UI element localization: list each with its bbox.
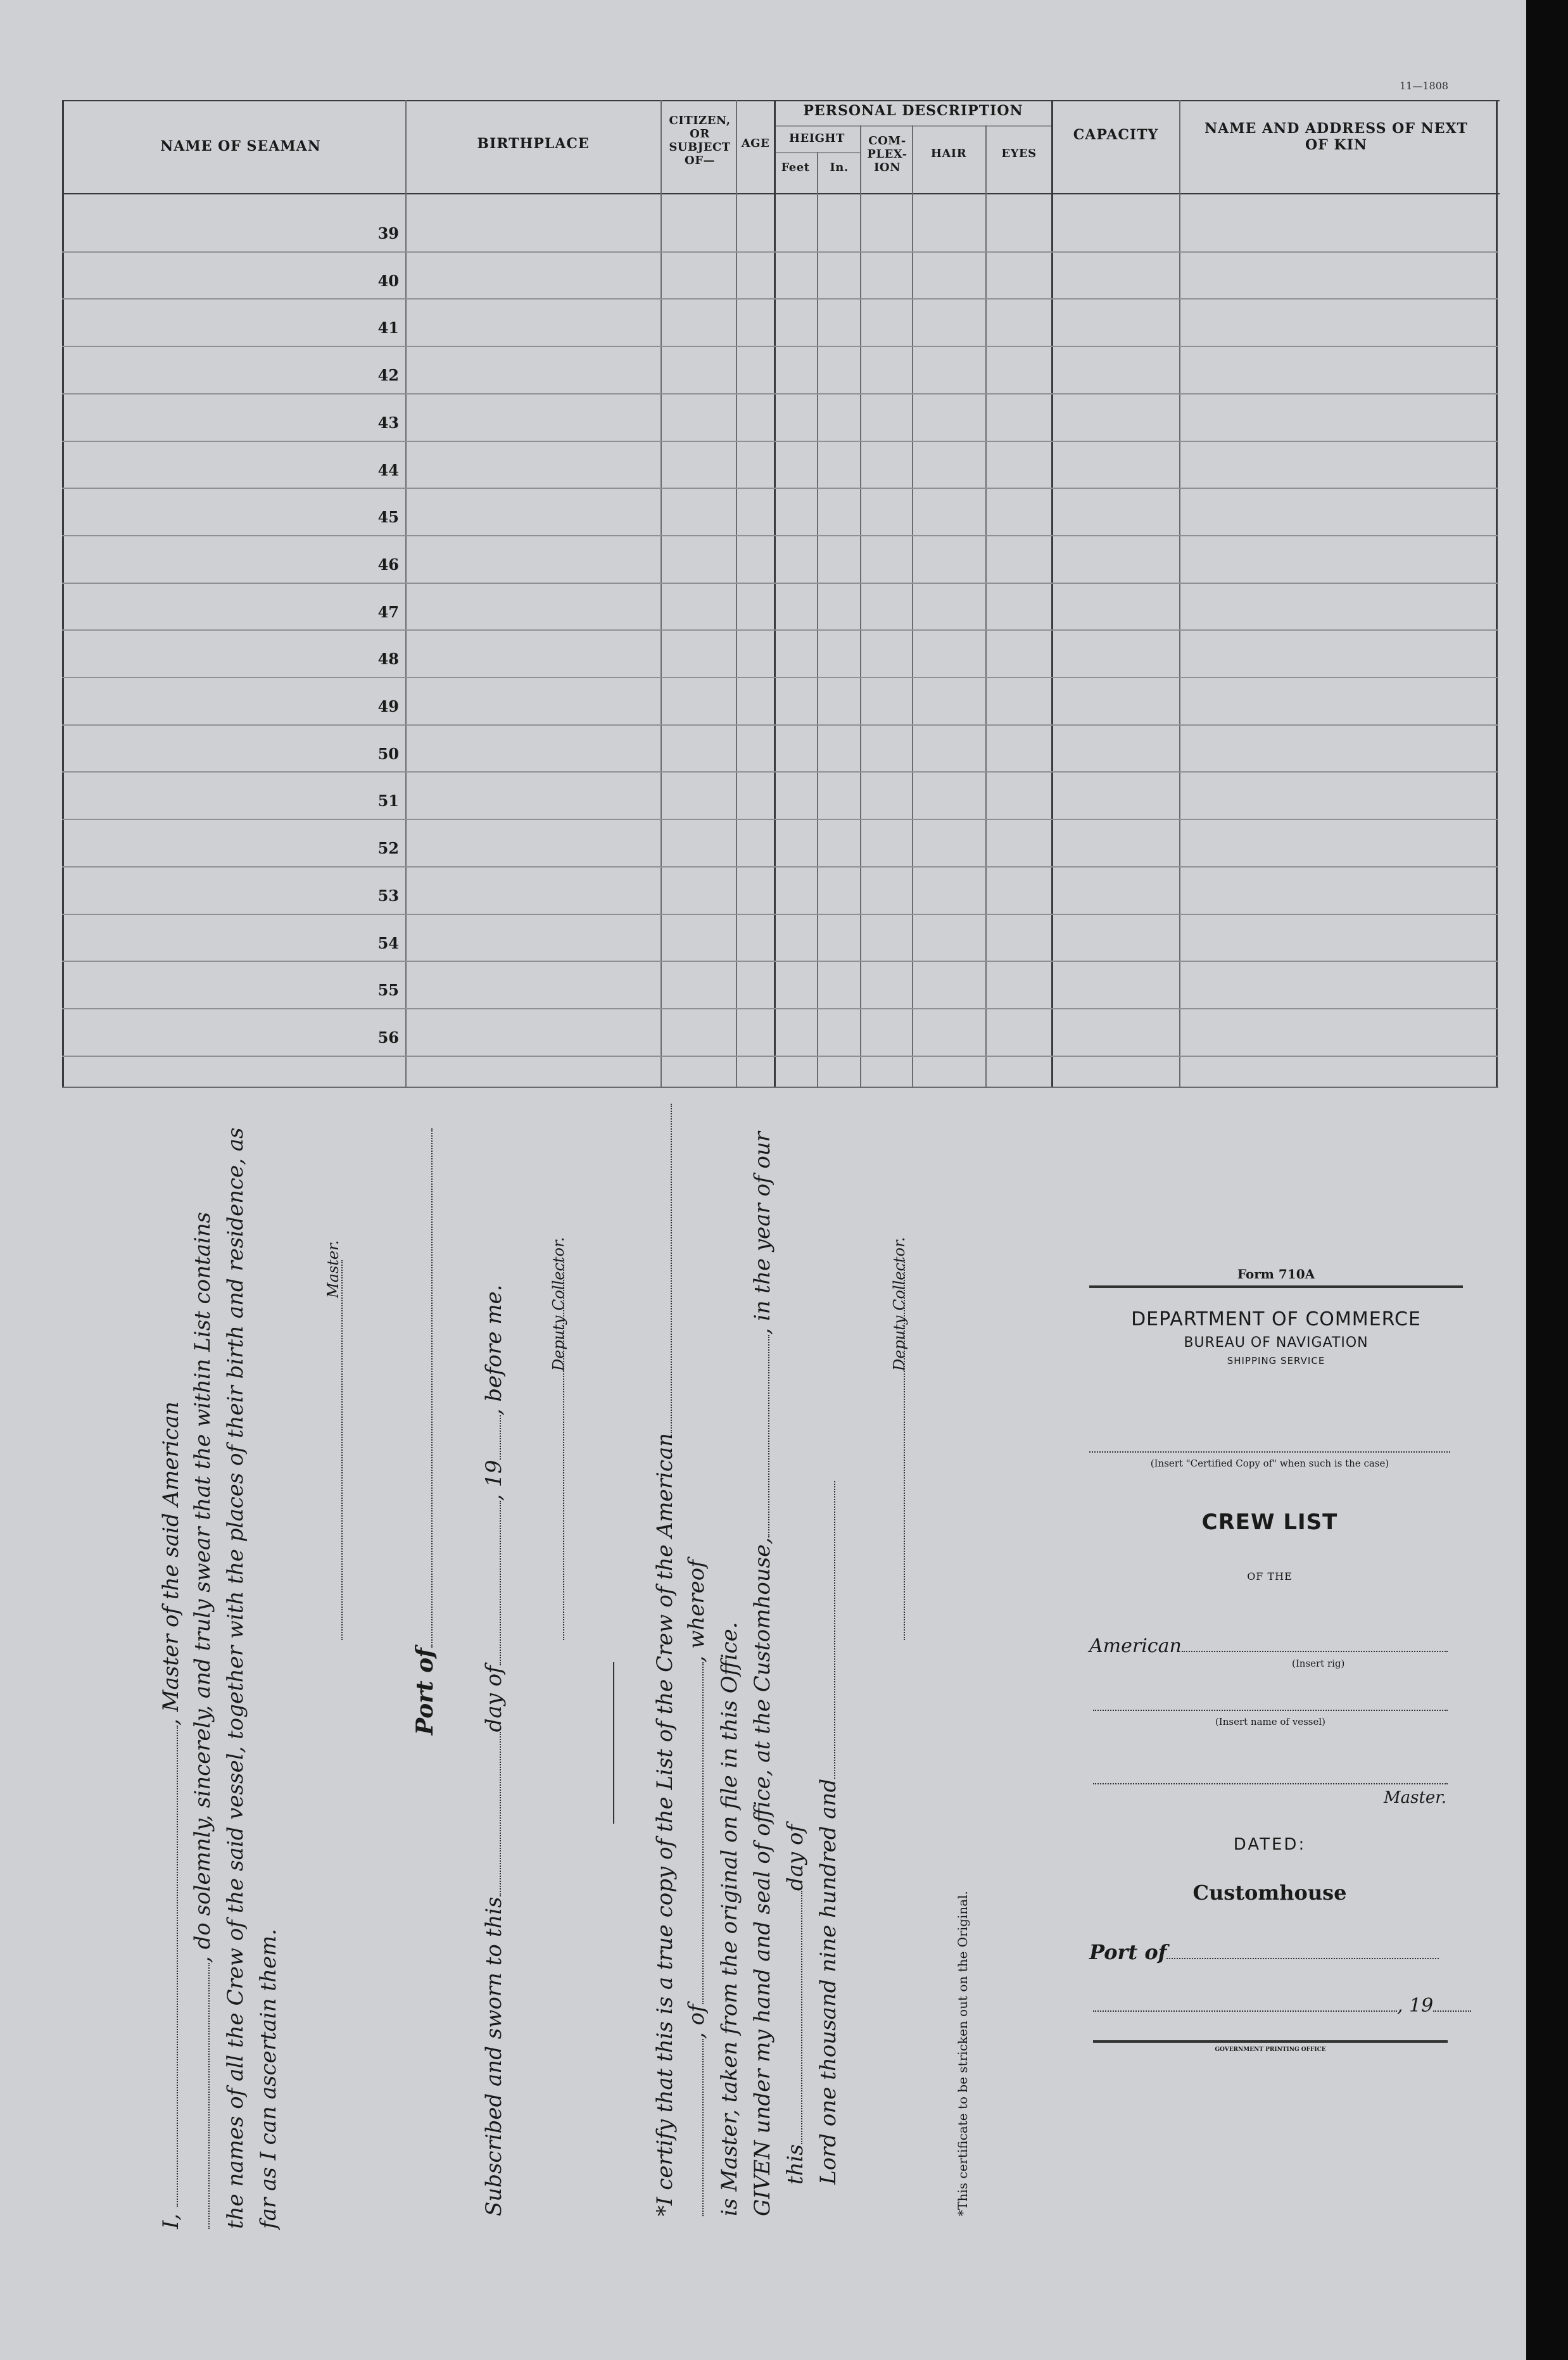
cover-insert-name: (Insert name of vessel) — [1215, 1716, 1326, 1727]
row-number: 40 — [377, 272, 399, 290]
table-row — [62, 441, 1498, 442]
cover-certified-note: (Insert "Certified Copy of" when such is the case) — [1150, 1458, 1389, 1469]
oath-line-4: far as I can ascertain them. — [256, 1928, 281, 2229]
table-row — [62, 677, 1498, 678]
cover-certified-line — [1089, 1451, 1450, 1454]
cover-insert-rig: (Insert rig) — [1292, 1658, 1345, 1669]
oath-master-label: Master. — [324, 1240, 342, 1298]
table-row — [62, 724, 1498, 726]
oath-master-signature — [323, 1260, 348, 1640]
table-row — [62, 535, 1498, 536]
col-rule-inches — [860, 125, 861, 1087]
section-divider — [613, 1662, 614, 1824]
header-birthplace: BIRTHPLACE — [477, 136, 590, 152]
row-number: 55 — [377, 981, 399, 999]
row-number: 44 — [377, 461, 399, 479]
header-personal-description: PERSONAL DESCRIPTION — [803, 103, 1023, 119]
header-name-of-seaman: NAME OF SEAMAN — [160, 138, 321, 155]
cover-master-line — [1093, 1783, 1448, 1786]
row-number: 49 — [377, 697, 399, 716]
cover-vessel-line — [1093, 1710, 1448, 1712]
certificate-line-1: *I certify that this is a true copy of the List of the Crew of the American — [652, 1104, 678, 2216]
cover-department: DEPARTMENT OF COMMERCE — [1131, 1308, 1421, 1330]
oath-master-of-american: , Master of the said American — [158, 1401, 184, 1726]
certificate-line-5: thisday of — [783, 1824, 808, 2185]
oath-port-of: Port of — [412, 1128, 438, 1735]
certificate-deputy-collector: Deputy Collector. — [890, 1237, 908, 1371]
oath-subscribed-line: Subscribed and sworn to thisday of, 19, before me. — [481, 1284, 507, 2216]
cover-title: CREW LIST — [1201, 1510, 1338, 1535]
col-rule-right — [1496, 100, 1498, 1087]
table-row — [62, 629, 1498, 631]
table-row — [62, 251, 1498, 253]
header-capacity: CAPACITY — [1073, 127, 1159, 143]
row-number: 48 — [377, 650, 399, 668]
row-number: 53 — [377, 887, 399, 905]
table-row — [62, 819, 1498, 820]
col-rule-feet — [817, 152, 818, 1087]
header-hair: HAIR — [930, 147, 967, 160]
header-inches: In. — [830, 161, 849, 174]
col-rule-capacity — [1179, 100, 1180, 1087]
cover-printer: GOVERNMENT PRINTING OFFICE — [1215, 2047, 1326, 2053]
col-rule-birthplace — [661, 100, 662, 1087]
oath-line-3: the names of all the Crew of the said vessel, together with the places of their birth and residence, as — [223, 1127, 248, 2229]
row-number: 39 — [377, 224, 399, 243]
row-number: 54 — [377, 934, 399, 952]
table-row — [62, 488, 1498, 489]
table-row — [62, 1056, 1498, 1057]
cover-form-number: Form 710A — [1237, 1266, 1315, 1282]
oath-deputy-collector: Deputy Collector. — [550, 1237, 567, 1371]
cover-customhouse: Customhouse — [1192, 1881, 1347, 1905]
row-number: 56 — [377, 1028, 399, 1047]
header-complexion: COM- PLEX- ION — [867, 134, 907, 174]
table-row — [62, 298, 1498, 300]
row-number: 42 — [377, 366, 399, 384]
table-bottom-rule — [62, 1087, 1498, 1088]
cover-of-the: OF THE — [1247, 1570, 1293, 1582]
table-row — [62, 346, 1498, 347]
corner-form-mark: 11—1808 — [1400, 80, 1449, 92]
row-number: 45 — [377, 508, 399, 526]
table-row — [62, 914, 1498, 915]
col-rule-complexion — [912, 125, 913, 1087]
row-number: 52 — [377, 839, 399, 857]
table-row — [62, 771, 1498, 773]
col-rule-citizen — [736, 100, 737, 1087]
col-rule-hair — [985, 125, 987, 1087]
row-number: 47 — [377, 603, 399, 621]
col-rule-left — [62, 100, 64, 1087]
cover-bureau: BUREAU OF NAVIGATION — [1184, 1335, 1369, 1351]
header-bottom-rule — [62, 193, 1500, 194]
header-height: HEIGHT — [789, 132, 845, 145]
cover-port-of-line: Port of — [1089, 1940, 1439, 1964]
cover-service: SHIPPING SERVICE — [1227, 1355, 1325, 1366]
col-rule-eyes — [1051, 100, 1053, 1087]
certificate-footnote: *This certificate to be stricken out on the Original. — [955, 1891, 970, 2216]
cover-top-rule — [1089, 1285, 1463, 1288]
row-number: 51 — [377, 792, 399, 810]
col-rule-name — [405, 100, 407, 1087]
table-row — [62, 393, 1498, 394]
table-top-rule — [62, 100, 1500, 101]
cover-date-line: , 19 — [1093, 1995, 1471, 2017]
certificate-line-6: Lord one thousand nine hundred and — [816, 1481, 841, 2185]
header-age: AGE — [741, 137, 770, 150]
row-number: 41 — [377, 319, 399, 337]
header-feet: Feet — [781, 161, 810, 174]
certificate-line-4: GIVEN under my hand and seal of office, at the Customhouse,, in the year of our — [750, 1132, 775, 2216]
certificate-line-3: is Master, taken from the original on file in this Office. — [717, 1622, 742, 2216]
oath-line-1: I, , Master of the said American — [158, 1401, 184, 2229]
row-number: 46 — [377, 555, 399, 574]
row-number: 43 — [377, 413, 399, 432]
header-citizen: CITIZEN, OR SUBJECT OF— — [669, 114, 731, 167]
cover-dated: DATED: — [1233, 1835, 1306, 1854]
row-number: 50 — [377, 745, 399, 763]
cover-master-label: Master. — [1384, 1788, 1447, 1807]
oath-line-2 — [190, 1212, 215, 2229]
certificate-line-2: , of, whereof — [684, 1560, 709, 2216]
col-rule-age — [774, 100, 776, 1087]
oath-solemnly-text: , do solemnly, sincerely, and truly swear that the within List contains — [190, 1211, 215, 1963]
table-row — [62, 961, 1498, 962]
table-row — [62, 583, 1498, 584]
cover-american-line: American — [1089, 1635, 1448, 1657]
table-row — [62, 1008, 1498, 1009]
table-row — [62, 866, 1498, 868]
header-eyes: EYES — [1001, 147, 1037, 160]
header-next-of-kin: NAME AND ADDRESS OF NEXT OF KIN — [1204, 120, 1468, 153]
personal-desc-rule — [774, 125, 1053, 127]
cover-bottom-rule — [1093, 2040, 1448, 2043]
